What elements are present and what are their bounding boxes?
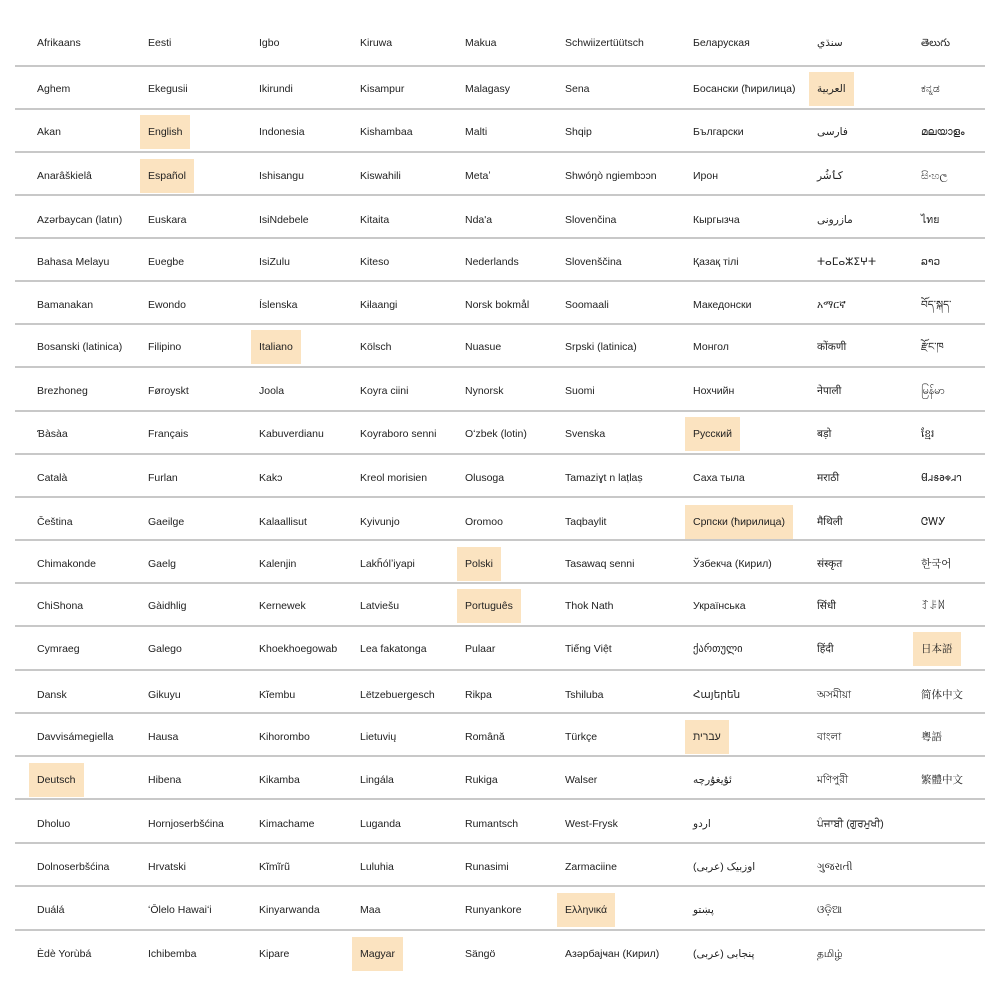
language-option[interactable]: Aghem	[37, 83, 71, 95]
language-option[interactable]: Македонски	[693, 299, 752, 311]
language-option[interactable]: རྫོང་ཁ	[921, 341, 944, 353]
language-option[interactable]: Kiswahili	[360, 170, 401, 182]
language-option[interactable]: Kinyarwanda	[259, 904, 320, 916]
language-option[interactable]: Chimakonde	[37, 558, 96, 570]
language-option[interactable]: Türkçe	[565, 731, 598, 743]
language-option[interactable]: Cymraeg	[37, 643, 80, 655]
language-option[interactable]: Kɨlaangi	[360, 299, 398, 311]
row-divider	[15, 582, 985, 584]
language-option[interactable]: West-Frysk	[565, 818, 618, 830]
row-divider	[15, 237, 985, 239]
language-option[interactable]: Bosanski (latinica)	[37, 341, 123, 353]
language-option[interactable]: Bahasa Melayu	[37, 256, 110, 268]
language-option[interactable]: Malagasy	[465, 83, 510, 95]
language-option[interactable]: बड़ो	[817, 428, 832, 440]
language-option[interactable]: Azərbaycan (latın)	[37, 214, 123, 226]
language-option[interactable]: Sängö	[465, 948, 496, 960]
language-option[interactable]: ไทย	[921, 214, 940, 226]
row-divider	[15, 366, 985, 368]
language-option[interactable]: संस्कृत	[817, 558, 843, 570]
language-option[interactable]: Thok Nath	[565, 600, 614, 612]
language-option[interactable]: Luganda	[360, 818, 401, 830]
row-divider	[15, 410, 985, 412]
language-option[interactable]: Қазақ тілі	[693, 256, 739, 268]
language-option[interactable]: Kihorombo	[259, 731, 310, 743]
language-option[interactable]: অসমীয়া	[817, 689, 852, 701]
language-option[interactable]: Беларуская	[693, 37, 750, 49]
language-option[interactable]: Հայերեն	[693, 689, 741, 701]
row-divider	[15, 280, 985, 282]
language-option[interactable]: Luluhia	[360, 861, 394, 873]
language-option[interactable]: Soomaali	[565, 299, 609, 311]
language-option[interactable]: Makua	[465, 37, 497, 49]
language-option[interactable]: नेपाली	[817, 385, 842, 397]
language-option[interactable]: Nuasue	[465, 341, 502, 353]
language-option[interactable]: Босански (ћирилица)	[693, 83, 796, 95]
language-option-highlighted[interactable]: Русский	[685, 417, 740, 451]
language-option[interactable]: Khoekhoegowab	[259, 643, 338, 655]
language-option[interactable]: Slovenčina	[565, 214, 617, 226]
language-option[interactable]: پنجابی (عربی)	[693, 948, 755, 960]
language-option[interactable]: Українська	[693, 600, 746, 612]
language-option[interactable]: Runasimi	[465, 861, 509, 873]
language-option[interactable]: Català	[37, 472, 68, 484]
language-option[interactable]: कोंकणी	[817, 341, 847, 353]
language-option[interactable]: ខ្មែរ	[921, 428, 935, 440]
language-option[interactable]: Sena	[565, 83, 590, 95]
language-option[interactable]: Olusoga	[465, 472, 505, 484]
language-option[interactable]: Ирон	[693, 170, 719, 182]
row-divider	[15, 712, 985, 714]
language-option[interactable]: Nynorsk	[465, 385, 504, 397]
language-option-highlighted[interactable]: Polski	[457, 547, 501, 581]
language-option[interactable]: Slovenščina	[565, 256, 622, 268]
language-option[interactable]: Euskara	[148, 214, 187, 226]
language-option[interactable]: Français	[148, 428, 189, 440]
row-divider	[15, 65, 985, 67]
language-option[interactable]: Kiruwa	[360, 37, 393, 49]
row-divider	[15, 755, 985, 757]
row-divider	[15, 929, 985, 931]
language-option[interactable]: Gaeilge	[148, 516, 185, 528]
language-option-highlighted[interactable]: Español	[140, 159, 194, 193]
language-option[interactable]: Kiteso	[360, 256, 390, 268]
row-divider	[15, 108, 985, 110]
language-option[interactable]: Kölsch	[360, 341, 392, 353]
language-option[interactable]: മലയാളം	[921, 126, 965, 138]
language-option[interactable]: Afrikaans	[37, 37, 81, 49]
language-option[interactable]: فارسی	[817, 126, 848, 138]
language-option[interactable]: Hornjoserbšćina	[148, 818, 224, 830]
language-option[interactable]: Galego	[148, 643, 182, 655]
language-option[interactable]: Ishisangu	[259, 170, 304, 182]
language-option[interactable]: Kikamba	[259, 774, 300, 786]
language-option[interactable]: Gaelg	[148, 558, 177, 570]
language-option[interactable]: Азәрбајҹан (Кирил)	[565, 948, 660, 960]
row-divider	[15, 453, 985, 455]
language-option[interactable]: کٲشُر	[817, 170, 843, 182]
language-option[interactable]: 简体中文	[921, 689, 963, 701]
language-option[interactable]: Furlan	[148, 472, 178, 484]
language-option[interactable]: Kyivunjo	[360, 516, 400, 528]
language-option[interactable]: Саха тыла	[693, 472, 745, 484]
language-option-highlighted[interactable]: Ελληνικά	[557, 893, 615, 927]
language-option[interactable]: Lakȟólʼiyapi	[360, 558, 415, 570]
language-option[interactable]: Kalenjin	[259, 558, 297, 570]
language-option[interactable]: ਪੰਜਾਬੀ (ਗੁਰਮੁਖੀ)	[817, 818, 884, 830]
language-option[interactable]: বাংলা	[817, 731, 842, 743]
language-option[interactable]: Metaʼ	[465, 170, 491, 182]
row-divider	[15, 798, 985, 800]
language-option[interactable]: Zarmaciine	[565, 861, 617, 873]
language-option[interactable]: Filipino	[148, 341, 182, 353]
language-option[interactable]: Tasawaq senni	[565, 558, 635, 570]
language-option[interactable]: Нохчийн	[693, 385, 735, 397]
language-option-highlighted[interactable]: Português	[457, 589, 521, 623]
language-option[interactable]: ಕನ್ನಡ	[921, 83, 940, 95]
language-option[interactable]: پښتو	[693, 904, 714, 916]
language-option[interactable]: Anarâškielâ	[37, 170, 92, 182]
language-option[interactable]: Dansk	[37, 689, 67, 701]
row-divider	[15, 496, 985, 498]
language-option-highlighted[interactable]: Српски (ћирилица)	[685, 505, 793, 539]
language-option[interactable]: Монгол	[693, 341, 729, 353]
language-option[interactable]: Maa	[360, 904, 381, 916]
row-divider	[15, 885, 985, 887]
language-option[interactable]: ગુજરાતી	[817, 861, 853, 873]
language-option[interactable]: 𐐔𐐯𐑅𐐨𐑉𐐯𐐻	[921, 472, 962, 484]
language-option[interactable]: Taqbaylit	[565, 516, 607, 528]
language-option[interactable]: Kĩembu	[259, 689, 296, 701]
language-option[interactable]: Suomi	[565, 385, 595, 397]
language-option[interactable]: Ekegusii	[148, 83, 188, 95]
language-option[interactable]: Hibena	[148, 774, 182, 786]
language-option[interactable]: Кыргызча	[693, 214, 740, 226]
language-option[interactable]: اردو	[693, 818, 711, 830]
language-option[interactable]: ᏣᎳᎩ	[921, 516, 946, 528]
language-option-highlighted[interactable]: Deutsch	[29, 763, 84, 797]
language-option[interactable]: Runyankore	[465, 904, 522, 916]
row-divider	[15, 669, 985, 671]
language-option[interactable]: Akan	[37, 126, 61, 138]
language-option[interactable]: Igbo	[259, 37, 280, 49]
language-option[interactable]: Rukiga	[465, 774, 498, 786]
language-option[interactable]: ʻŌlelo Hawaiʻi	[148, 904, 212, 916]
language-option[interactable]: Ikirundi	[259, 83, 293, 95]
language-option-highlighted[interactable]: Magyar	[352, 937, 403, 971]
language-option[interactable]: Latviešu	[360, 600, 400, 612]
language-option[interactable]: Kakɔ	[259, 472, 283, 484]
language-option[interactable]: Rumantsch	[465, 818, 519, 830]
language-option[interactable]: Ўзбекча (Кирил)	[693, 558, 772, 570]
language-option[interactable]: Dholuo	[37, 818, 71, 830]
language-option[interactable]: IsiZulu	[259, 256, 290, 268]
language-option[interactable]: ქართული	[693, 643, 743, 655]
language-option[interactable]: मराठी	[817, 472, 840, 484]
language-option[interactable]: Eesti	[148, 37, 172, 49]
language-option[interactable]: မြန်မာ	[921, 385, 945, 397]
language-option[interactable]: Lietuvių	[360, 731, 397, 743]
language-option[interactable]: Norsk bokmål	[465, 299, 530, 311]
language-option[interactable]: Kimachame	[259, 818, 315, 830]
language-option[interactable]: मैथिली	[817, 516, 843, 528]
language-option[interactable]: सिंधी	[817, 600, 836, 612]
language-option[interactable]: Svenska	[565, 428, 606, 440]
language-option[interactable]: Kernewek	[259, 600, 306, 612]
language-option[interactable]: Kisampur	[360, 83, 405, 95]
row-divider	[15, 539, 985, 541]
row-divider	[15, 323, 985, 325]
language-option-highlighted[interactable]: Italiano	[251, 330, 301, 364]
language-option[interactable]: Ɓàsàa	[37, 428, 68, 440]
language-option[interactable]: Føroyskt	[148, 385, 189, 397]
language-option-highlighted[interactable]: English	[140, 115, 190, 149]
language-option[interactable]: Kitaita	[360, 214, 390, 226]
language-option[interactable]: ଓଡ଼ିଆ	[817, 904, 843, 916]
language-option[interactable]: తెలుగు	[921, 37, 951, 49]
language-option[interactable]: Nederlands	[465, 256, 519, 268]
language-option[interactable]: ລາວ	[921, 256, 941, 268]
language-option[interactable]: Čeština	[37, 516, 73, 528]
language-option[interactable]: Davvisámegiella	[37, 731, 114, 743]
language-option[interactable]: Shqip	[565, 126, 592, 138]
language-option[interactable]: Oʻzbek (lotin)	[465, 428, 527, 440]
language-option[interactable]: Gikuyu	[148, 689, 181, 701]
language-option-highlighted[interactable]: עברית	[685, 720, 729, 754]
language-option[interactable]: Oromoo	[465, 516, 503, 528]
row-divider	[15, 625, 985, 627]
language-option[interactable]: Íslenska	[259, 299, 298, 311]
language-option[interactable]: Kabuverdianu	[259, 428, 324, 440]
language-option[interactable]: Duálá	[37, 904, 65, 916]
language-option[interactable]: Tamaziɣt n laṭlaṣ	[565, 472, 643, 484]
language-option[interactable]: Dolnoserbšćina	[37, 861, 110, 873]
language-option[interactable]: Èdè Yorùbá	[37, 948, 92, 960]
language-option[interactable]: བོད་སྐད་	[921, 299, 952, 311]
language-option[interactable]: Pulaar	[465, 643, 496, 655]
language-option[interactable]: ⵜⴰⵎⴰⵣⵉⵖⵜ	[817, 256, 877, 268]
language-option[interactable]: Ichibemba	[148, 948, 197, 960]
language-option[interactable]: Schwiizertüütsch	[565, 37, 644, 49]
language-option[interactable]: Joola	[259, 385, 285, 397]
language-option[interactable]: Български	[693, 126, 744, 138]
row-divider	[15, 842, 985, 844]
language-option-highlighted[interactable]: 日本語	[913, 632, 961, 666]
language-option[interactable]: مازرونی	[817, 214, 853, 226]
language-option[interactable]: Tshiluba	[565, 689, 604, 701]
language-option[interactable]: سنڌي	[817, 37, 843, 49]
language-option[interactable]: Gàidhlig	[148, 600, 187, 612]
language-option[interactable]: தமிழ்	[817, 948, 843, 960]
row-divider	[15, 194, 985, 196]
language-option[interactable]: አማርኛ	[817, 299, 846, 311]
language-option[interactable]: Rikpa	[465, 689, 492, 701]
language-option[interactable]: اوزبیک (عربی)	[693, 861, 756, 873]
language-option[interactable]: Lingála	[360, 774, 394, 786]
language-option[interactable]: IsiNdebele	[259, 214, 309, 226]
language-option[interactable]: Koyraboro senni	[360, 428, 437, 440]
language-option[interactable]: 粵語	[921, 731, 942, 743]
language-option[interactable]: සිංහල	[921, 170, 948, 182]
language-option[interactable]: 한국어	[921, 558, 952, 570]
row-divider	[15, 151, 985, 153]
language-option[interactable]: Nda'a	[465, 214, 493, 226]
language-option[interactable]: Ewondo	[148, 299, 186, 311]
language-option[interactable]: Kishambaa	[360, 126, 413, 138]
language-option[interactable]: Kipare	[259, 948, 290, 960]
language-option[interactable]: Koyra ciini	[360, 385, 409, 397]
language-option[interactable]: Lëtzebuergesch	[360, 689, 435, 701]
language-option[interactable]: 繁體中文	[921, 774, 963, 786]
language-option[interactable]: Lea fakatonga	[360, 643, 427, 655]
language-option[interactable]: Shwóŋò ngiembɔɔn	[565, 170, 657, 182]
language-option[interactable]: Srpski (latinica)	[565, 341, 637, 353]
language-option[interactable]: Malti	[465, 126, 488, 138]
language-option[interactable]: Română	[465, 731, 505, 743]
language-option[interactable]: ئۇيغۇرچە	[693, 774, 732, 786]
language-option[interactable]: Brezhoneg	[37, 385, 88, 397]
language-option[interactable]: Kalaallisut	[259, 516, 307, 528]
language-option[interactable]: ꆈꌠꉙ	[921, 600, 946, 612]
language-option[interactable]: Hrvatski	[148, 861, 186, 873]
language-option-highlighted[interactable]: العربية	[809, 72, 854, 106]
language-option[interactable]: Bamanakan	[37, 299, 94, 311]
language-option[interactable]: ChiShona	[37, 600, 84, 612]
language-option[interactable]: हिंदी	[817, 643, 834, 655]
language-option[interactable]: Hausa	[148, 731, 179, 743]
language-option[interactable]: Tiếng Việt	[565, 643, 612, 655]
language-option[interactable]: Kreol morisien	[360, 472, 428, 484]
language-option[interactable]: Walser	[565, 774, 598, 786]
language-option[interactable]: Eʋegbe	[148, 256, 185, 268]
language-option[interactable]: Indonesia	[259, 126, 305, 138]
language-option[interactable]: মণিপুরী	[817, 774, 849, 786]
language-option[interactable]: Kĩmĩrũ	[259, 861, 290, 873]
